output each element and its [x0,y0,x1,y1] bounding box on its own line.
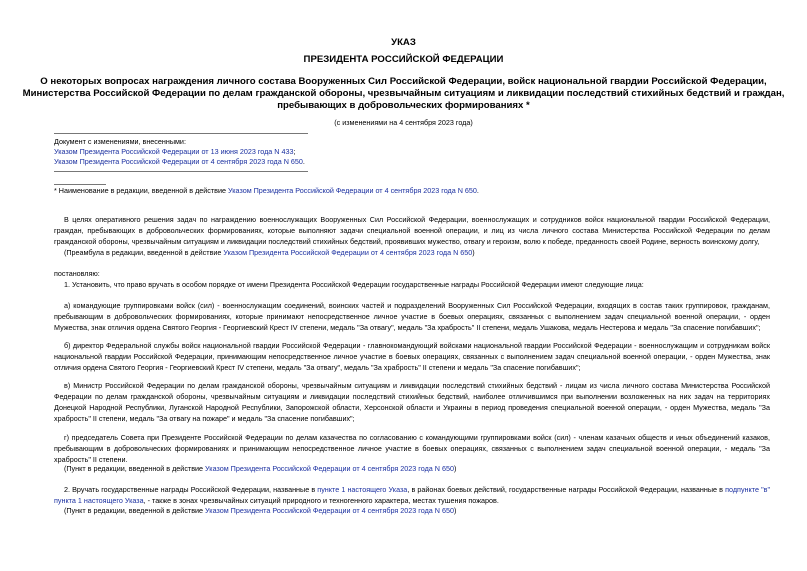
subitem-b: б) директор Федеральной службы войск национальной гвардии Российской Федерации - главнокомандующий войсками национальной гвардии Российской Федерации - военнослужащим и сотрудникам войск национальной гвардии Российской Федерации, принимающим непосредственное личное участие в боевых операциях, связанных с выполнением задач специальной военной операции, - орден Мужества, знак отличия ордена Святого Георгия - Георгиевский Крест IV степени, медаль "За отвагу", медаль "За храбрость" II степени и медаль "За спасение погибавших"; [54,341,770,372]
amend-link-433[interactable]: Указом Президента Российской Федерации от 13 июня 2023 года N 433 [54,147,294,156]
subitem-g-note: (Пункт в редакции, введенной в действие Указом Президента Российской Федерации от 4 сентября 2023 года N 650) [64,464,457,473]
subitem-g: г) председатель Совета при Президенте Российской Федерации по делам казачества по согласованию с командующими группировками войск (сил) - членам казачьих обществ и иных объединений казаков, пребывающим в добровольческих формированиях и принимающим непосредственное личное участие в боевых операциях, связанных с выполнением задач специальной военной операции, - медаль "За храбрость" II степени. [54,433,770,464]
preamble-paragraph: В целях оперативного решения задач по награждению военнослужащих Вооруженных Сил Российской Федерации, военнослужащих и сотрудников войск национальной гвардии Российской Федерации, граждан, пребывающих в добровольческих формированиях, которые выполняют задачи специальной военной операции, и лиц из числа личного состава Министерства Российской Федерации по делам гражданской обороны, чрезвычайным ситуациям и ликвидации последствий стихийных бедствий, проявивших мужество, отвагу и героизм, волю к победе, преданность своей Родине, верность воинскому долгу, [54,215,770,246]
item-2: 2. Вручать государственные награды Российской Федерации, названные в пункте 1 настоящего Указа, в районах боевых действий, государственные награды Российской Федерации, названные в подпункте "в" пункта 1 настоящего Указа, - также в зонах чрезвычайных ситуаций природного и техногенного характера, местах тушения пожаров. [54,485,770,505]
subitem-a: а) командующие группировками войск (сил) - военнослужащим соединений, воинских частей и подразделений Вооруженных Сил Российской Федерации, входящих в состав таких группировок, гражданам, пребывающим в добровольческих формированиях, которые принимают непосредственное личное участие в боевых операциях, связанных с выполнением задач специальной военной операции, - орден Мужества, знак отличия ордена Святого Георгия - Георгиевский Крест IV степени, медаль "За отвагу", медаль "За храбрость" II степени, медаль Ушакова, медаль Нестерова и медаль "За спасение погибавших"; [54,301,770,332]
amend-link-650[interactable]: Указом Президента Российской Федерации от 4 сентября 2023 года N 650 [54,157,303,166]
item-2-link-point-1[interactable]: пункте 1 настоящего Указа [317,485,408,494]
item-2-link-subpoint-v[interactable]: подпункте "в" пункта 1 настоящего Указа [54,485,770,505]
amend-box-bottom-rule [54,171,308,172]
amend-box: Документ с изменениями, внесенными: Указом Президента Российской Федерации от 13 июня 2023 года N 433; Указом Президента Российской Федерации от 4 сентября 2023 года N 650. [54,137,305,166]
doc-type-title: УКАЗ [391,37,416,48]
footnote-link[interactable]: Указом Президента Российской Федерации от 4 сентября 2023 года N 650 [228,186,477,195]
postanovlyayu-word: постановляю: [54,269,100,278]
edition-note: (с изменениями на 4 сентября 2023 года) [334,118,473,127]
item-2-note-link[interactable]: Указом Президента Российской Федерации от 4 сентября 2023 года N 650 [205,506,454,515]
item-1: 1. Установить, что право вручать в особом порядке от имени Президента Российской Федерации государственные награды Российской Федерации имеют следующие лица: [64,280,644,289]
doc-heading-line-2: Министерства Российской Федерации по делам гражданской обороны, чрезвычайным ситуациям и ликвидации последствий стихийных бедствий и граждан, [22,88,785,99]
issuer-title: ПРЕЗИДЕНТА РОССИЙСКОЙ ФЕДЕРАЦИИ [303,54,504,65]
footnote-rule [54,184,106,185]
item-2-note: (Пункт в редакции, введенной в действие Указом Президента Российской Федерации от 4 сентября 2023 года N 650) [64,506,457,515]
preamble-note: (Преамбула в редакции, введенной в действие Указом Президента Российской Федерации от 4 сентября 2023 года N 650) [64,248,475,257]
doc-heading-line-3: пребывающих в добровольческих формированиях * [277,100,530,111]
subitem-v: в) Министр Российской Федерации по делам гражданской обороны, чрезвычайным ситуациям и ликвидации последствий стихийных бедствий - лицам из числа личного состава Министерства Российской Федерации по делам гражданской обороны, чрезвычайным ситуациям и ликвидации последствий стихийных бедствий, наиболее отличившимся при выполнении возложенных на них задач на территориях Донецкой Народной Республики, Луганской Народной Республики, Запорожской области, Херсонской области и Украины в период проведения специальной военной операции, - орден Мужества, медаль "За храбрость" II степени, медаль "За отвагу на пожаре" и медаль "За спасение погибавших"; [54,381,770,423]
subitem-g-note-link[interactable]: Указом Президента Российской Федерации от 4 сентября 2023 года N 650 [205,464,454,473]
footnote: * Наименование в редакции, введенной в действие Указом Президента Российской Федерации от 4 сентября 2023 года N 650. [54,186,479,195]
doc-heading-line-1: О некоторых вопросах награждения личного состава Вооруженных Сил Российской Федерации, войск национальной гвардии Российской Федерации, [40,76,767,87]
amend-box-label: Документ с изменениями, внесенными: [54,137,186,146]
amend-box-top-rule [54,133,308,134]
preamble-note-link[interactable]: Указом Президента Российской Федерации от 4 сентября 2023 года N 650 [223,248,473,257]
